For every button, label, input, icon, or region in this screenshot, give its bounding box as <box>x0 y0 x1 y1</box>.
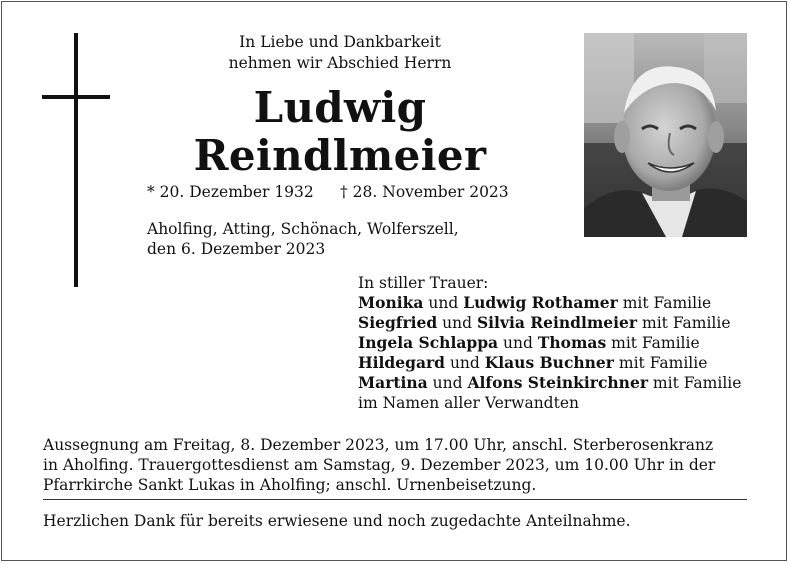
family-suffix: mit Familie <box>611 334 700 352</box>
life-dates <box>147 182 527 202</box>
family-suffix: mit Familie <box>622 294 712 312</box>
mourner-name: Martina <box>358 373 428 392</box>
mourner-name: Hildegard <box>358 353 446 372</box>
place-and-date <box>147 219 527 259</box>
service-line: Pfarrkirche Sankt Lukas in Aholfing; anschl. Urnenbeisetzung. <box>43 476 537 494</box>
mourners-heading: In stiller Trauer: <box>358 274 489 292</box>
mourner-name: Ingela Schlappa <box>358 333 499 352</box>
birth-date: * 20. Dezember 1932 <box>147 183 314 201</box>
cross-horizontal-bar <box>42 95 110 99</box>
thanks-text: Herzlichen Dank für bereits erwiesene und noch zugedachte Anteilnahme. <box>43 512 631 530</box>
intro-text <box>170 32 510 74</box>
mourner-line <box>358 293 778 313</box>
mourner-name: Ludwig Rothamer <box>463 293 618 312</box>
cross-vertical-bar <box>74 33 78 287</box>
conjunction: und <box>432 374 463 392</box>
mourner-line <box>358 313 778 333</box>
intro-line: nehmen wir Abschied Herrn <box>228 54 452 72</box>
service-details <box>43 435 753 495</box>
mourner-name: Silvia Reindlmeier <box>476 313 638 332</box>
mourner-name: Monika <box>358 293 424 312</box>
places-line: Aholfing, Atting, Schönach, Wolferszell, <box>147 220 459 238</box>
death-date: † 28. November 2023 <box>340 183 509 201</box>
mourner-line <box>358 353 778 373</box>
last-name: Reindlmeier <box>193 131 487 180</box>
family-suffix: mit Familie <box>652 374 742 392</box>
mourners-list <box>358 273 778 413</box>
mourner-line <box>358 333 778 353</box>
notice-date: den 6. Dezember 2023 <box>147 240 326 258</box>
first-name: Ludwig <box>253 83 427 132</box>
intro-line: In Liebe und Dankbarkeit <box>239 33 441 51</box>
mourner-name: Klaus Buchner <box>484 353 614 372</box>
service-line: in Aholfing. Trauergottesdienst am Samstag, 9. Dezember 2023, um 10.00 Uhr in der <box>43 456 716 474</box>
portrait-photo <box>584 33 747 237</box>
conjunction: und <box>442 314 473 332</box>
mourner-line <box>358 373 778 393</box>
divider <box>43 499 747 500</box>
mourner-name: Alfons Steinkirchner <box>467 373 648 392</box>
conjunction: und <box>449 354 480 372</box>
mourner-name: Siegfried <box>358 313 438 332</box>
conjunction: und <box>503 334 533 352</box>
family-suffix: mit Familie <box>642 314 731 332</box>
mourner-name: Thomas <box>537 333 607 352</box>
conjunction: und <box>428 294 459 312</box>
deceased-name <box>170 84 510 180</box>
service-line: Aussegnung am Freitag, 8. Dezember 2023, um 17.00 Uhr, anschl. Sterberosenkranz <box>43 436 714 454</box>
family-suffix: mit Familie <box>618 354 708 372</box>
mourners-closing: im Namen aller Verwandten <box>358 394 579 412</box>
